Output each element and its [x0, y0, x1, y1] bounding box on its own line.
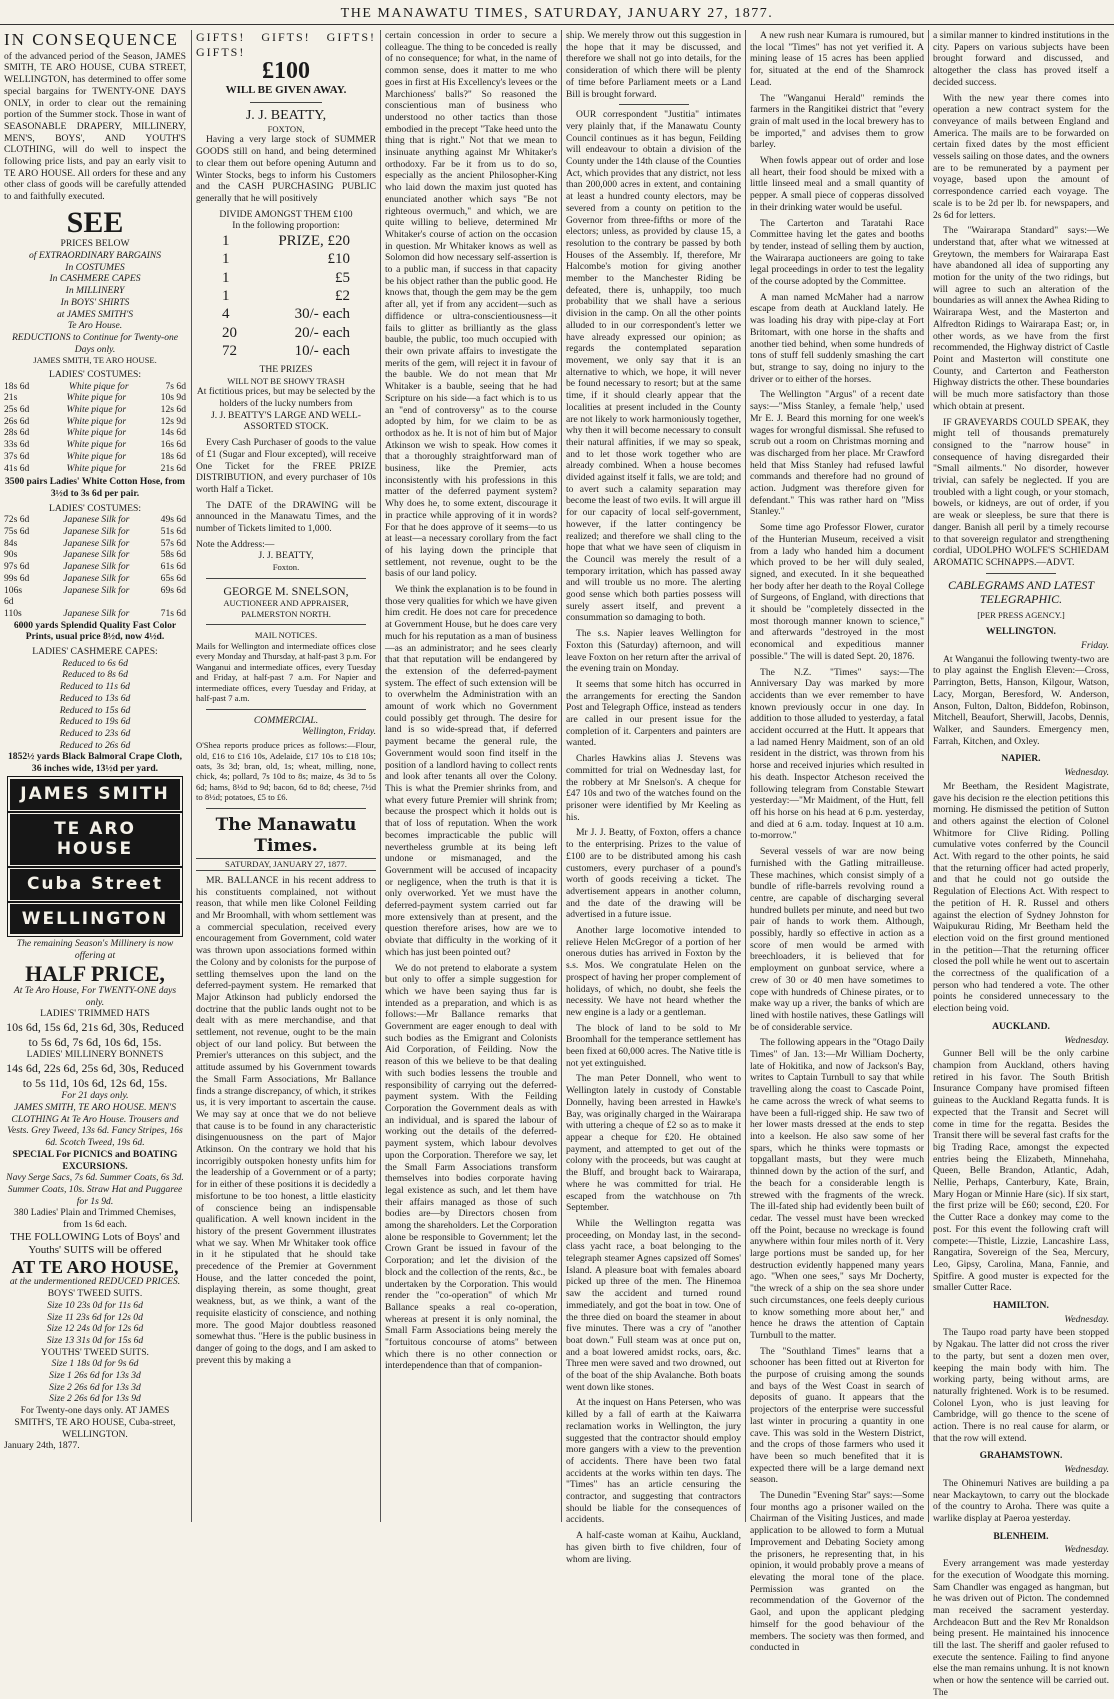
- leader-article: MR. BALLANCE in his recent address to his constituents complained, not without reason, that while men like Colonel Feilding and Mr Broomhall, with whom settlement was a commercial speculation, received every encouragement from Government, cold water was thrown upon associations formed within the Colony and by colonists for the purpose of settling themselves upon the land on the deferred-payment system. He remarked that Major Atkinson had publicly endorsed the doctrine that the public lands ought not to be dealt with as mere merchandise, and that settlement, not revenue, ought to be the main object of our land policy. But between the Premier's utterances on this subject, and the attitude assumed by his Government towards the Small Farm Associations, Mr Ballance finds a strange discrepancy, of which, it strikes us, it is very important to ascertain the cause. We may say at once that we do not believe that cause is to be found in any characteristic disingenuousness on the part of Major Atkinson. On the contrary we hold that his incorrigibly outspoken honesty unfits him for the leadership of a Government or of a party; for in either of these positions it is decidedly a misfortune to be too honest, a little elasticity of conscience being an indispensable qualification. A well known incident in the history of the present Government illustrates what we say. When Mr Whitaker took office in it he stipulated that he should take precedence of the Premier at Government House, and the latter conceded the point, displaying therein, as some thought, great weakness, but, as we think, a want of the requisite elasticity of conscience, and nothing more. The good Major doubtless reasoned somewhat thus. "Here is the public business in danger of going to the dogs, and I am asked to prevent this by making a: [196, 874, 376, 1366]
- cape-price: Reduced to 6s 6d: [62, 657, 128, 669]
- column-6: [933, 30, 1109, 1698]
- telegram-body: Mr Beetham, the Resident Magistrate, gave his decision re the election petitions this morning. He dismissed the petition of Sutton and others against the election of Colonel Whitmore for Clive Riding. Polling cumulative votes conferred by the Council Act. With regard to the other points, he said that the returning officer had acted properly, and that he could not go outside the Regulation of Elections Act. With respect to the petition of H. R. Russel and others against the election of Sydney Johnston for Waipukurau Riding, Mr Beetham held the election void on the first ground mentioned in the petition—That the returning officer closed the poll while he went out to ascertain the correctness of the qualification of a person who had tendered a vote. The other points he considered unnecessary to the election being void.: [933, 780, 1109, 1015]
- dateline-hamilton: HAMILTON.: [993, 1300, 1049, 1312]
- column-rule: [745, 30, 746, 1522]
- price-cell: 69s 6d: [160, 584, 186, 596]
- days-21: For 21 days only.: [61, 1090, 129, 1102]
- bargain-line: of EXTRAORDINARY BARGAINS: [29, 250, 161, 262]
- james-smith-banner: Cuba Street: [10, 869, 180, 900]
- price-cell: 28s 6d: [4, 427, 30, 439]
- costume-row: [4, 416, 186, 428]
- prize-value: 10/- each: [294, 342, 350, 359]
- news-item: When fowls appear out of order and lose all heart, their food should be mixed with a little linseed meal and a small quantity of pepper. A small piece of copperas dissolved in their drinking water would be useful.: [750, 155, 924, 213]
- mail-heading: MAIL NOTICES.: [254, 630, 318, 641]
- costume-row: [4, 451, 186, 463]
- price-cell: 61s 6d: [160, 561, 186, 573]
- proportion-line: In the following proportion:: [232, 220, 340, 232]
- youths-suits-list: [4, 1358, 186, 1405]
- bargain-line: In BOYS' SHIRTS: [60, 296, 130, 308]
- youths-suit-row: Size 2 26s 6d for 13s 3d: [49, 1381, 141, 1393]
- price-cell: Japanese Silk for: [63, 561, 130, 573]
- silk-row: [4, 561, 186, 573]
- news-item: While the Wellington regatta was proceeding, on Monday last, in the second-class yacht race, a boat belonging to the telegraph steamer Agnes capsized off Somes' Island. A pleasure boat with females aboard picked up three of the men. The Hinemoa saw the accident and turned round immediately, and got the boat in tow. One of the three died on board the steamer in about five minutes. There was a cry of "another boat down." Full steam was at once put on, and a boat lowered amidst rocks, oars, &c. Three men were saved and two drowned, out of the boat of the ship Avalanche. Both boats went down like stones.: [566, 1217, 741, 1393]
- divider: [619, 104, 689, 105]
- price-cell: 10s 9d: [160, 392, 186, 404]
- price-cell: 7s 6d: [165, 380, 186, 392]
- prices-below: PRICES BELOW: [60, 238, 130, 250]
- gift-amount: £100: [262, 58, 310, 85]
- divider: [206, 709, 366, 710]
- masthead: THE MANAWATU TIMES, SATURDAY, JANUARY 27, 1877.: [0, 2, 1114, 25]
- cablegrams-heading: CABLEGRAMS AND LATEST TELEGRAPHIC.: [947, 577, 1094, 607]
- advert-intro: of the advanced period of the Season, JAMES SMITH, TE ARO HOUSE, CUBA STREET, WELLINGTON, has determined to offer some special bargains for TWENTY-ONE DAYS ONLY, in order to clear out the remaining portion of the Summer stock. Those in want of SEASONABLE DRAPERY, MILLINERY, MEN'S, BOYS', AND YOUTH'S CLOTHING, will do well to inspect the following price lists, and pay an early visit to TE ARO HOUSE. All orders for these and any other class of goods will be carefully attended to and faithfully executed.: [4, 50, 186, 203]
- dateline-napier: NAPIER.: [1001, 753, 1041, 765]
- costume-row: [4, 381, 186, 393]
- special-heading: SPECIAL For PICNICS and BOATING EXCURSIONS.: [12, 1148, 178, 1172]
- cash-purchaser: Every Cash Purchaser of goods to the value of £1 (Sugar and Flour excepted), will receive One Ticket for the FREE PRIZE DISTRIBUTION, and every purchaser of 10s worth Half a Ticket.: [196, 437, 376, 495]
- advert-date: January 24th, 1877.: [4, 1440, 80, 1452]
- leader-continued: certain concession in order to secure a colleague. The thing to be conceded is really of no consequence; for what, in the name of common sense, does it matter to me who goes in first at His Excellency's levees or the Marchioness' balls?" So reasoned the conscientious man of business who understood no other tactics than those embodied in the precept "Take heed unto the thing that is right." Not that we mean to insinuate anything against Mr Whitaker's orthodoxy. Far be it from us to do so, especially as the ancient Philosopher-King who laid down the maxim just quoted has enunciated another which says "Be not righteous overmuch," and which, we are quite willing to believe, determined Mr Whitaker's course of action on the occasion in question. Mr Whitaker knows as well as Solomon did how necessary self-assertion is to a public man, if success in that capacity be his object rather than the public good. He knows that, though the gem may be the gem after all, yet if from any accident—such as diffidence or ultra-conscientiousness—it fails to glitter as brilliantly as the glass bauble, the public, too much occupied with their own private affairs to investigate the merits of the gem, will reject it in favour of the bauble. We do not mean that Mr Whitaker is a bauble, seeing that he had Scripture on his side—a fact which is to us an "end of controversy" as to the course adopted by him, for we claim to be as orthodox as he. It is not of him but of Major Atkinson we wish to speak. How comes it that a thoroughly straightforward man of business, like the Premier, acts inconsistently with his professions in this matter of the deferred payment system? Why does he, to some extent, discourage it in practice while approving of it in words? For that he does approve of it seems—to us at least—a necessary corollary from the fact of his laying down the principle that settlement, not revenue, ought to be the basis of our land policy.: [385, 30, 557, 580]
- snelson-role: AUCTIONEER AND APPRAISER,: [223, 598, 349, 609]
- prize-value: PRIZE, £20: [278, 233, 350, 250]
- prize-value: £10: [327, 251, 350, 268]
- price-cell: 58s 6d: [160, 549, 186, 561]
- costume-row: [4, 463, 186, 475]
- gifts-heading: GIFTS! GIFTS! GIFTS! GIFTS!: [196, 30, 376, 59]
- dateline-wellington: WELLINGTON.: [986, 626, 1056, 638]
- column-rule: [561, 30, 562, 1522]
- prize-row: [196, 305, 376, 323]
- chemises-offer: 380 Ladies' Plain and Trimmed Chemises, from 1s 6d each.: [13, 1207, 177, 1231]
- silk-row: [4, 526, 186, 538]
- closing-address: For Twenty-one days only. AT JAMES SMITH'S, TE ARO HOUSE, Cuba-street, WELLINGTON.: [14, 1405, 176, 1440]
- drawing-date: The DATE of the DRAWING will be announced in the Manawatu Times, and the number of Tickets limited to 1,000.: [196, 499, 376, 535]
- leader-paragraph-2: We think the explanation is to be found in those very qualities for which we have given him credit. He does not care for precedence at Government House, but he does care very much for his reputation as a man of business—as an administrator; and he sees clearly that that reputation will be endangered by the extension of the deferred-payment system. The effect of such extension will be to overwhelm the Administration with an amount of work which no Government could possibly get through. The desire for land is so wide-spread that, if deferred payment became the general rule, the Government would soon find itself in the position of a landlord having to collect rents and look after tenants all over the Colony. This is what the Premier shrinks from, and what every future Premier will shrink from; because the prospect which it holds out is that of loss of reputation. When the work becomes impracticable the public will nevertheless grumble at its being left undone or mismanaged, and the Government will be accused of incapacity or negligence, when the truth is that it is only overworked. Yet we must have the deferred-payment system carried out far more extensively than at present, and the question therefore arises, how are we to obviate that difficulty in the working of it which has just been pointed out?: [385, 584, 557, 958]
- price-cell: Japanese Silk for: [63, 607, 130, 619]
- day-label: Wednesday.: [1064, 1464, 1109, 1476]
- price-cell: 41s 6d: [4, 462, 30, 474]
- costume-row: [4, 392, 186, 404]
- james-smith-banner: TE ARO HOUSE: [10, 814, 180, 865]
- price-cell: 12s 6d: [160, 404, 186, 415]
- price-cell: 18s 6d: [4, 380, 30, 392]
- commercial-body: O'Shea reports produce prices as follows:—Flour, old, £16 to £16 10s, Adelaide, £17 10s to £18 10s; oats, 3s 3d; bran, old, 1s; wheat, milling, none, chick, 4s; pollard, 7s 10d to 8s; maize, 4s 3d to 5s 6d; hams, 8½d to 9d; bacon, 6d to 8d; cheese, 7½d to 8½d; potatoes, £5 to £6.: [196, 740, 376, 803]
- james-smith-banner: JAMES SMITH: [10, 779, 180, 810]
- signature: JAMES SMITH, TE ARO HOUSE.: [33, 355, 157, 366]
- commercial-heading: COMMERCIAL.: [253, 714, 319, 726]
- news-item: The "Wairarapa Standard" says:—We understand that, after what we witnessed at Greytown, the members for Wairarapa East have abandoned all idea of supporting any motion for the unity of the two ridings, but will agree to such an alteration of the boundaries as will annex the Awhea Riding to Wairarapa West, and the Masterton and Alfredton Ridings to Wairarapa East; or, in other words, as we have from the first recommended, the Highway district of Castle Point and Masterton will constitute one County, and Carterton and Featherston Highway districts the other. These boundaries will be much more satisfactory than those which obtain at present.: [933, 225, 1109, 412]
- cape-price: Reduced to 11s 6d: [60, 681, 130, 693]
- silk-row: [4, 585, 186, 608]
- given-away: WILL BE GIVEN AWAY.: [225, 84, 347, 97]
- news-item: A half-caste woman at Kaihu, Auckland, has given birth to five children, four of whom are living.: [566, 1530, 741, 1565]
- mens-clothing: JAMES SMITH, TE ARO HOUSE. MEN'S CLOTHING At Te Aro House. Trousers and Vests. Grey Tweed, 13s 6d. Fancy Stripes, 16s 6d. Scotch Tweed, 19s 6d.: [7, 1101, 183, 1149]
- price-cell: 25s 6d: [4, 404, 30, 415]
- prize-value: £2: [335, 287, 350, 304]
- telegram-body: Gunner Bell will be the only carbine champion from Auckland, others having retired in his favor. The South British Insurance Company have promised fifteen guineas to the Auckland Regatta funds. It is expected that the Transit and Secret will come in time for the regatta. Besides the Transit there will be several fast crafts for the big Trading Race, amongst the expected entries being the Elizabeth, Minnehaha, Queen, Belle Brandon, Atlantic, Adah, Nellie, Perhaps, Canterbury, Kate, Brain, Mary Hogan or Minnie Hare (sic). If six start, the first prize will be £60; second, £20. For the Cutter Race a donkey may come to the post. For this event the following craft will compete:—Thistle, Lizzie, Lancashire Lass, Rangatira, Sovereign of the Sea, Mercury, Leo, Gipsy, Carolina, Mana, Fannie, and Spitfire. A good muster is expected for the smaller Cutter Race.: [933, 1048, 1109, 1294]
- silk-row: [4, 549, 186, 561]
- news-item: The "Southland Times" learns that a schooner has been fitted out at Riverton for the purpose of cruising among the sounds and bays of the West Coast in search of deposits of guano. It appears that the projectors of the enterprise were successful last winter in procuring a quantity in one cave. This was sold in the Western District, and the crops of those farmers who used it have been so much benefited that it is expected there will be a large demand next season.: [750, 1345, 924, 1486]
- news-item: The N.Z. "Times" says:—The Anniversary Day was marked by more accidents than we ever remember to have known previously occur in one day. In addition to those alluded to yesterday, a fatal accident occurred at the Hutt. It appears that a lad named Henry Maidment, son of an old resident in the district, was thrown from his horse and received injuries which resulted in his death. Inspector Atcheson received the following telegram from Constable Stewart yesterday:—"Mr Maidment, of the Hutt, fell off his horse on his head at 6 p.m. yesterday, and died at 6 a.m. today. Inquest at 10 a.m. to-morrow.": [750, 666, 924, 842]
- price-cell: 99s 6d: [4, 572, 30, 584]
- dateline-blenheim: BLENHEIM.: [993, 1530, 1049, 1542]
- prize-count: 1: [222, 287, 230, 304]
- press-agency: [PER PRESS AGENCY.]: [977, 609, 1065, 620]
- day-label: Wednesday.: [1064, 767, 1109, 779]
- boys-heading: BOYS' TWEED SUITS.: [47, 1288, 143, 1300]
- column-rule: [928, 30, 929, 1522]
- silk-row: [4, 573, 186, 585]
- price-cell: White pique for: [66, 392, 127, 404]
- price-cell: 90s: [4, 549, 18, 561]
- prize-row: [196, 324, 376, 342]
- price-cell: White pique for: [68, 380, 129, 392]
- column-3: [385, 30, 557, 1522]
- price-cell: 16s 6d: [160, 439, 186, 451]
- telegram-body: The Taupo road party have been stopped by Ngakau. The latter did not cross the river to the party, but sent a dozen men over, keeping the main body with him. The working party, being without arms, are naturally frightened. Work is to be resumed. Colonel Lyon, who is just leaving for Cambridge, will go thence to the scene of action. There is no real cause for alarm, or that the row will extend.: [933, 1327, 1109, 1444]
- reduced-prices: at the undermentioned REDUCED PRICES.: [9, 1276, 181, 1288]
- prize-count: 72: [222, 342, 237, 359]
- mail-notices: Mails for Wellington and intermediate offices close every Monday and Thursday, at half-past 3 p.m. For Wanganui and intermediate offices, every Tuesday and Friday, at half-past 7 a.m. For Napier and intermediate offices, every Tuesday and Friday, at half-past 7 a.m.: [196, 640, 376, 704]
- bonnets-heading: LADIES' MILLINERY BONNETS: [26, 1049, 164, 1061]
- divide-line: DIVIDE AMONGST THEM £100: [219, 208, 353, 220]
- price-cell: Japanese Silk for: [63, 537, 130, 549]
- telegram-body: At Wanganui the following twenty-two are to play against the English Eleven:—Cross, Parrington, Betts, Hanson, Kilgour, Watson, Lacy, Morgan, Beresford, W. Anderson, Anson, Fulton, Dalton, Biddefon, Robinson, Mitchell, Beaufort, Sherwill, Jacobs, Dennis, Walker, and Saunders. Emergency men, Farrah, Kitchen, and Oxley.: [933, 653, 1109, 747]
- cotton-hose: 3500 pairs Ladies' White Cotton Hose, from 3½d to 3s 6d per pair.: [4, 476, 186, 499]
- divider: [250, 102, 322, 103]
- bargain-line: In MILLINERY: [65, 285, 125, 297]
- prizes-heading: THE PRIZES: [259, 364, 313, 376]
- bargain-lines: [4, 250, 186, 332]
- at-te-aro-house: AT TE ARO HOUSE,: [11, 1256, 179, 1277]
- price-cell: White pique for: [66, 462, 127, 474]
- cape-price: Reduced to 26s 6d: [59, 739, 131, 751]
- column-5: [750, 30, 924, 1654]
- telegram-body: The Ohinemuri Natives are building a pa near Mackaytown, to carry out the blockade of the country to Aroha. There was quite a warlike display at Paeroa yesterday.: [933, 1477, 1109, 1524]
- divider: [986, 573, 1056, 574]
- youths-heading: YOUTHS' TWEED SUITS.: [41, 1346, 149, 1358]
- bargain-line: at JAMES SMITH'S: [56, 308, 134, 320]
- prizes-sub: WILL NOT BE SHOWY TRASH: [227, 375, 345, 386]
- price-cell: 106s 6d: [4, 584, 23, 608]
- day-label: Friday.: [1081, 640, 1109, 652]
- cape-price: Reduced to 23s 6d: [59, 727, 131, 739]
- beatty-stock: J. J. BEATTY'S LARGE AND WELL-ASSORTED STOCK.: [211, 409, 361, 433]
- price-cell: 14s 6d: [160, 427, 186, 439]
- price-cell: 84s: [4, 537, 18, 549]
- half-price-sub: At Te Aro House, For TWENTY-ONE days only.: [13, 984, 177, 1008]
- news-item: Several vessels of war are now being furnished with the Gatling mitrailleuse. These machines, which consist simply of a bundle of rifle-barrels revolving round a centre, are capable of discharging several hundred bullets per minute, and need but two pair of hands to work them. Although, possibly, hardly so effective in action as a score of men would be armed with breechloaders, it is believed that for employment on gunboat service, where a crew of 30 or 40 men have sometimes to cope with hundreds of Chinese pirates, or to make way up a river, the banks of which are lined with hostile natives, these Gatlings will be of considerable service.: [750, 846, 924, 1033]
- price-cell: White pique for: [66, 404, 127, 415]
- prize-row: [196, 269, 376, 287]
- news-item: The Carterton and Taratahi Race Committee having let the gates and booths by tender, instead of selling them by auction, the Wairarapa auctioneers are going to take legal proceedings in order to test the legality of the course adopted by the Committee.: [750, 217, 924, 288]
- price-cell: White pique for: [66, 439, 127, 451]
- bargain-line: In COSTUMES: [65, 261, 125, 273]
- cape-price: Reduced to 19s 6d: [59, 716, 131, 728]
- leader-end: ship. We merely throw out this suggestion in the hope that it may be discussed, and therefore we shall not go into details, for the consideration of which there will be plenty of time before Parliament meets or a Land Bill is brought forward.: [566, 30, 741, 100]
- news-item: Some time ago Professor Flower, curator of the Hunterian Museum, received a visit from a lady who handed him a document which proved to be her will duly sealed, signed, and executed. In it she bequeathed her body after her death to the Royal College of Surgeons, of England, with directions that it should be "completely dissected in the most thorough manner known to science," and afterwards "destroyed in the most economical and expeditious manner possible." The will is dated Sept. 20, 1876.: [750, 522, 924, 662]
- bonnets-prices: 14s 6d, 22s 6d, 25s 6d, 30s, Reduced to 5s 11d, 10s 6d, 12s 6d, 15s.: [6, 1061, 184, 1090]
- divider: [206, 624, 366, 625]
- boys-suit-row: Size 10 23s 0d for 11s 6d: [47, 1299, 143, 1311]
- prize-row: [196, 287, 376, 305]
- news-item: OUR correspondent "Justitia" intimates very plainly that, if the Manawatu County Council continues as it has begun, Feilding will endeavour to obtain a division of the County under the 14th clause of the Counties Act, which provides that any district, not less than 200,000 acres in extent, and containing at least a hundred county electors, may be severed from a county on petition to the Governor from three-fifths or more of the electors; unless, as provided by clause 15, a resolution to the contrary be passed by both Houses of the Assembly. If, therefore, Mr Halcombe's motion for giving another member to the Manchester Riding be defeated, there is, unhappily, too much probability that we shall have a serious division in the camp. On all the other points alluded to in our correspondent's letter we have already expressed our opinion; as regards the contemplated separation movement, we only say that it is an alternative to which, we hope, it will never be found necessary to resort; but at the same time, if it should clearly appear that the localities at present included in the County are not likely to work harmoniously together, why then it will become necessary to consult their natural affinities, if we may so speak, and to let those work together who are already combined. When a house becomes divided against itself it falls, we are told; and to avert such a calamity separation may become the least of two evils. It will argue ill for our capacity of local self-government, however, if the latter contingency be realized; and therefore we shall cling to the hope that what we have seen of cliquism in the Council was merely the result of a temporary irritation, which has passed away and will trouble us no more. The alerting good sense which both parties possess will surely assert itself, and prevent a consummation so damaging to both.: [566, 109, 741, 624]
- costumes-heading: LADIES' COSTUMES:: [48, 368, 142, 380]
- capes-list: [4, 658, 186, 752]
- news-item: The block of land to be sold to Mr Broomhall for the temperance settlement has been fixed at 60,000 acres. The Native title is not yet extinguished.: [566, 1022, 741, 1069]
- prize-row: [196, 342, 376, 360]
- dateline-auckland: AUCKLAND.: [992, 1020, 1050, 1032]
- dateline-grahamstown: GRAHAMSTOWN.: [979, 1450, 1063, 1462]
- title-date: SATURDAY, JANUARY 27, 1877.: [196, 858, 376, 870]
- silk-row: [4, 608, 186, 620]
- beatty-body: Having a very large stock of SUMMER GOODS still on hand, and being determined to clear them out before opening Autumn and Winter Stocks, begs to inform his Customers and the CASH PURCHASING PUBLIC generally that he will positively: [196, 134, 376, 204]
- millinery-offer: The remaining Season's Millinery is now offering at: [16, 938, 174, 962]
- james-smith-banners: [4, 779, 186, 935]
- commercial-date: Wellington, Friday.: [302, 726, 376, 738]
- price-cell: 65s 6d: [160, 572, 186, 584]
- price-cell: Japanese Silk for: [63, 514, 130, 526]
- hats-heading: LADIES' TRIMMED HATS: [40, 1008, 150, 1020]
- beatty-name: J. J. BEATTY,: [245, 107, 327, 123]
- news-item: A new rush near Kumara is rumoured, but the local "Times" has not yet verified it. A mining lease of 15 acres has been applied for, situated at the end of the Shamrock Lead.: [750, 30, 924, 88]
- telegram-body: Every arrangement was made yesterday for the execution of Woodgate this morning. Sam Chandler was engaged as hangman, but he was driven out of Picton. The condemned man received the sacrament yesterday. Archdeacon Butt and the Rev Mr Ronaldson being present. He maintained his innocence till the last. The sheriff and gaoler refused to execute the sentence. Failing to find anyone else the man remains unhung. It is not known when or how the sentence will be carried out. The: [933, 1558, 1109, 1698]
- news-item: The following appears in the "Otago Daily Times" of Jan. 13:—Mr William Docherty, late of Hokitika, and now of Jackson's Bay, writes to Captain Turnbull to say that while travelling along the coast to Cascade Point, he came across the wreck of what seems to have been a full-rigged ship. He saw two of her lower masts dressed at the ends to step into a keelson. He also saw some of her spars, which he thinks were topmasts or topgallant masts, but they were much thinned down by the action of the surf, and the beach for a considerable length is strewed with the fragments of the wreck. The ill-fated ship had evidently been built of cedar. The vessel must have been wrecked off the Point, because no wreckage is found anywhere within four miles north of it. Very large portions must be sanded up, for her destruction evidently happened many years ago. "When one sees," says Mr Docherty, "the wreck of a ship on the sea shore under such circumstances, one feels deeply curious to know something more about her," and hence he draws the attention of Captain Turnbull to the matter.: [750, 1037, 924, 1341]
- prize-row: [196, 232, 376, 250]
- price-cell: 26s 6d: [4, 415, 30, 427]
- hats-prices: 10s 6d, 15s 6d, 21s 6d, 30s, Reduced to 5s 6d, 7s 6d, 10s 6d, 15s.: [6, 1020, 184, 1049]
- silk-price-list: [4, 514, 186, 619]
- costumes-price-list: [4, 381, 186, 475]
- see-heading: SEE: [66, 205, 124, 239]
- news-item: At the inquest on Hans Petersen, who was killed by a fall of earth at the Kaiwarra reclamation works in Wellington, the jury suggested that the contractor should employ more gangers with a view to the prevention of accidents. There have been two fatal accidents at the works within ten days. The "Times" has an article censuring the contractor, and suggesting that contractors should be liable for the consequences of accidents.: [566, 1397, 741, 1526]
- advert-headline: IN CONSEQUENCE: [4, 30, 179, 49]
- snelson-place: PALMERSTON NORTH.: [241, 608, 331, 619]
- reductions: REDUCTIONS to Continue for Twenty-one Days only.: [11, 332, 179, 355]
- youths-suit-row: Size 1 26s 6d for 13s 3d: [49, 1370, 141, 1382]
- column-rule: [380, 30, 381, 1522]
- prize-value: £5: [335, 269, 350, 286]
- news-item: a similar manner to kindred institutions in the city. Papers on various subjects have been brought forward and discussed, and altogether the class has proved itself a decided success.: [933, 30, 1109, 88]
- prize-value: 20/- each: [294, 324, 350, 341]
- price-cell: 21s 6d: [160, 462, 186, 474]
- news-item: Another large locomotive intended to relieve Helen McGregor of a portion of her onerous duties has arrived in Foxton by the s.s. Mos. We congratulate Helen on the prospect of having her proper complement of holidays, of which, no doubt, she feels the necessity. We have not heard whether the new engine is a lady or a gentleman.: [566, 925, 741, 1018]
- news-item: The "Wanganui Herald" reminds the farmers in the Rangitikei district that "every grain of malt used in the local brewery has to be imported," and advises them to grow barley.: [750, 92, 924, 151]
- leader-paragraph-3: We do not pretend to elaborate a system but only to offer a simple suggestion for which we have been saying thus far is intended as a preparation, and which is as follows:—Mr Ballance remarks that Government are eager enough to deal with such bodies as the Emigrant and Colonists Aid Corporation, of Feilding. Now the reason of this we believe to be that dealing with such bodies lessens the trouble and responsibility of carrying out the deferred-payment system. With the Feilding Corporation the Government deals as with an individual, and is spared the labour of working out the details of the deferred-payment system, which labour devolves upon the Corporation. Therefore we say, let the Small Farm Associations transform themselves into bodies corporate having legal existence as such, and let them have their affairs managed as those of such bodies are—by Directors chosen from among the shareholders. Let the Corporation alone be responsible to Government; let the Crown Grant be issued in favour of the Corporation; and let the division of the block and the collection of the rents, &c., be undertaken by the Corporation. This would render the "co-operation" of which Mr Ballance speaks a real co-operation, whereas at present it is only nominal, the Small Farm Associations being merely the "fortuitous concourse of atoms" between which there is no other connection or interdependence than that of companion-: [385, 962, 557, 1372]
- newspaper-title: The Manawatu Times.: [215, 814, 357, 856]
- costume-row: [4, 439, 186, 451]
- boys-suit-row: Size 11 23s 6d for 12s 0d: [47, 1311, 143, 1323]
- silk-heading: LADIES' COSTUMES:: [48, 502, 142, 514]
- column-rule: [191, 30, 192, 1522]
- prints-offer: 6000 yards Splendid Quality Fast Color Prints, usual price 8½d, now 4½d.: [13, 619, 177, 643]
- prizes-body: At fictitious prices, but may be selected by the holders of the lucky numbers from: [196, 386, 376, 409]
- price-cell: Japanese Silk for: [63, 584, 130, 596]
- price-cell: White pique for: [66, 427, 127, 439]
- prize-value: 30/- each: [294, 306, 350, 323]
- boys-suit-row: Size 13 31s 0d for 15s 6d: [46, 1334, 144, 1346]
- prize-count: 1: [222, 269, 230, 286]
- price-cell: 110s: [4, 607, 22, 619]
- bargain-line: Te Aro House.: [67, 320, 123, 332]
- bargain-line: In CASHMERE CAPES: [49, 273, 141, 285]
- price-cell: Japanese Silk for: [63, 549, 130, 561]
- prize-count: 20: [222, 324, 237, 341]
- day-label: Wednesday.: [1064, 1034, 1109, 1046]
- price-cell: 37s 6d: [4, 450, 30, 462]
- price-cell: Japanese Silk for: [63, 572, 130, 584]
- beatty-place: FOXTON,: [267, 123, 305, 134]
- news-item: The Dunedin "Evening Star" says:—Some four months ago a prisoner wailed on the Chairman of the Visiting Justices, and made application to be allowed to form a Mutual Improvement and Debating Society among the prisoners, he representing that, in his opinion, it would probably prove a means of elevating the moral tone of the place. Permission was granted on the recommendation of the Governor of the Gaol, and upon the applicant pledging himself for the good behaviour of the members. The society was then formed, and conducted in: [750, 1490, 924, 1654]
- price-cell: 12s 9d: [160, 415, 186, 427]
- capes-heading: LADIES' CASHMERE CAPES:: [32, 646, 158, 658]
- price-cell: 21s: [4, 392, 18, 404]
- price-cell: 71s 6d: [160, 607, 186, 619]
- prize-count: 1: [222, 233, 230, 250]
- column-1: [4, 30, 186, 1522]
- price-cell: 75s 6d: [4, 526, 30, 538]
- prize-list: [196, 232, 376, 360]
- price-cell: 51s 6d: [160, 526, 186, 538]
- snelson-name: GEORGE M. SNELSON,: [223, 583, 349, 598]
- silk-row: [4, 538, 186, 550]
- james-smith-banner: WELLINGTON: [10, 904, 180, 935]
- youths-suit-row: Size 1 18s 0d for 9s 6d: [51, 1358, 139, 1370]
- boys-suit-row: Size 12 24s 0d for 12s 6d: [46, 1323, 144, 1335]
- note-place: Foxton.: [272, 562, 300, 573]
- news-item: The man Peter Donnell, who went to Wellington lately in custody of Constable Donnelly, having been arrested in Hawke's Bay, was originally charged in the Wairarapa with uttering a cheque of £2 so as to make it appear a cheque for £20. He obtained payment, and attempted to get out of the colony with the proceeds, but was caught at the Bluff, and brought back to Wairarapa, where he was committed for trial. He escaped from the watchhouse on 7th September.: [566, 1073, 741, 1214]
- prize-count: 4: [222, 306, 230, 323]
- costume-row: [4, 427, 186, 439]
- price-cell: 49s 6d: [160, 514, 186, 526]
- silk-row: [4, 514, 186, 526]
- price-cell: 72s 6d: [4, 514, 30, 526]
- note-name: J. J. BEATTY,: [258, 550, 314, 562]
- price-cell: 33s 6d: [4, 439, 30, 451]
- special-body: Navy Serge Sacs, 7s 6d. Summer Coats, 6s 3d. Summer Coats, 10s. Straw Hat and Puggaree for 1s 9d.: [6, 1172, 184, 1207]
- prize-row: [196, 250, 376, 268]
- column-2: [196, 30, 376, 1522]
- divider: [206, 808, 366, 809]
- half-price: HALF PRICE,: [25, 960, 165, 986]
- news-item: With the new year there comes into operation a new contract system for the conveyance of mails between England and America. The mails are to be forwarded on certain fixed dates by the most efficient vessels sailing on those dates, and the owners are to be remunerated by a payment per voyage, based upon the amount of correspondence carried each voyage. The scale is to be 2d per lb. for newspapers, and 2s 6d for letters.: [933, 92, 1109, 221]
- prize-count: 1: [222, 251, 230, 268]
- cape-price: Reduced to 15s 6d: [59, 704, 131, 716]
- price-cell: White pique for: [66, 415, 127, 427]
- column-4: [566, 30, 741, 1565]
- news-item: The Wellington "Argus" of a recent date says:—"Miss Stanley, a female 'help,' used Mr E. J. Beard this morning for one week's wages for wrongful dismissal. She refused to scrub out a room on Christmas morning and was discharged from her place. Mr Crawford held that Miss Stanley had refused lawful commands and therefore had no ground of action. Judgment was therefore given for defendant." This was rather hard on "Miss Stanley.": [750, 389, 924, 518]
- youths-suit-row: Size 2 26s 6d for 13s 9d: [49, 1393, 141, 1405]
- boys-suits-list: [4, 1300, 186, 1347]
- price-cell: Japanese Silk for: [63, 526, 130, 538]
- following-lots: THE FOLLOWING Lots of Boys' and Youths' SUITS will be offered: [10, 1230, 180, 1257]
- news-item: It seems that some hitch has occurred in the arrangements for erecting the Sandon Post and Telegraph Office, instead as tenders are called in our present issue for the completion of it. Carpenters and painters are wanted.: [566, 678, 741, 749]
- price-cell: 18s 6d: [160, 450, 186, 462]
- price-cell: 57s 6d: [160, 537, 186, 549]
- news-item: A man named McMaher had a narrow escape from death at Auckland lately. He was loading his dray with pipe-clay at Fort Britomart, with one horse in the shafts and another tied behind, when some hundreds of tons of stuff fell suddenly smashing the cart but, strange to say, doing no injury to the driver or to either of the horses.: [750, 291, 924, 385]
- price-cell: 97s 6d: [4, 561, 30, 573]
- cape-price: Reduced to 13s 6d: [59, 692, 131, 704]
- news-item: Mr J. J. Beatty, of Foxton, offers a chance to the enterprising. Prizes to the value of £100 are to be distributed among his cash customers, every purchaser of a pound's worth of goods receiving a ticket. The advertisement appears in another column, and the date of the drawing will be advertised in a future issue.: [566, 827, 741, 921]
- costume-row: [4, 404, 186, 416]
- divider: [206, 578, 366, 579]
- price-cell: White pique for: [66, 450, 127, 462]
- news-item: IF GRAVEYARDS COULD SPEAK, they might tell of thousands prematurely consigned to the "narrow house" in consequence of having disregarded their "Small ailments." No disorder, however trivial, can safely be neglected. If you are troubled with a light cough, or your stomach, bowels, or kidneys, are out of order, if you are weak or sleepless, be sure that there is danger. Banish all peril by a timely recourse to that sovereign regulator and strengthening cordial, UDOLPHO WOLFE'S SCHIEDAM AROMATIC SCHNAPPS.—ADVT.: [933, 416, 1109, 568]
- day-label: Wednesday.: [1064, 1313, 1109, 1325]
- note-address: Note the Address:—: [196, 538, 275, 550]
- cape-price: Reduced to 8s 6d: [62, 669, 128, 681]
- news-item: Charles Hawkins alias J. Stevens was committed for trial on Wednesday last, for the robbery at Mr Snelson's. A cheque for £47 10s and two of the watches found on the prisoner were identified by Mr Keeling as his.: [566, 753, 741, 823]
- crape-offer: 1852½ yards Black Balmoral Crape Cloth, 36 inches wide, 13½d per yard.: [7, 751, 183, 775]
- day-label: Wednesday.: [1064, 1544, 1109, 1556]
- news-item: The s.s. Napier leaves Wellington for Foxton this (Saturday) afternoon, and will leave Foxton on her return after the arrival of the evening train on Monday.: [566, 628, 741, 675]
